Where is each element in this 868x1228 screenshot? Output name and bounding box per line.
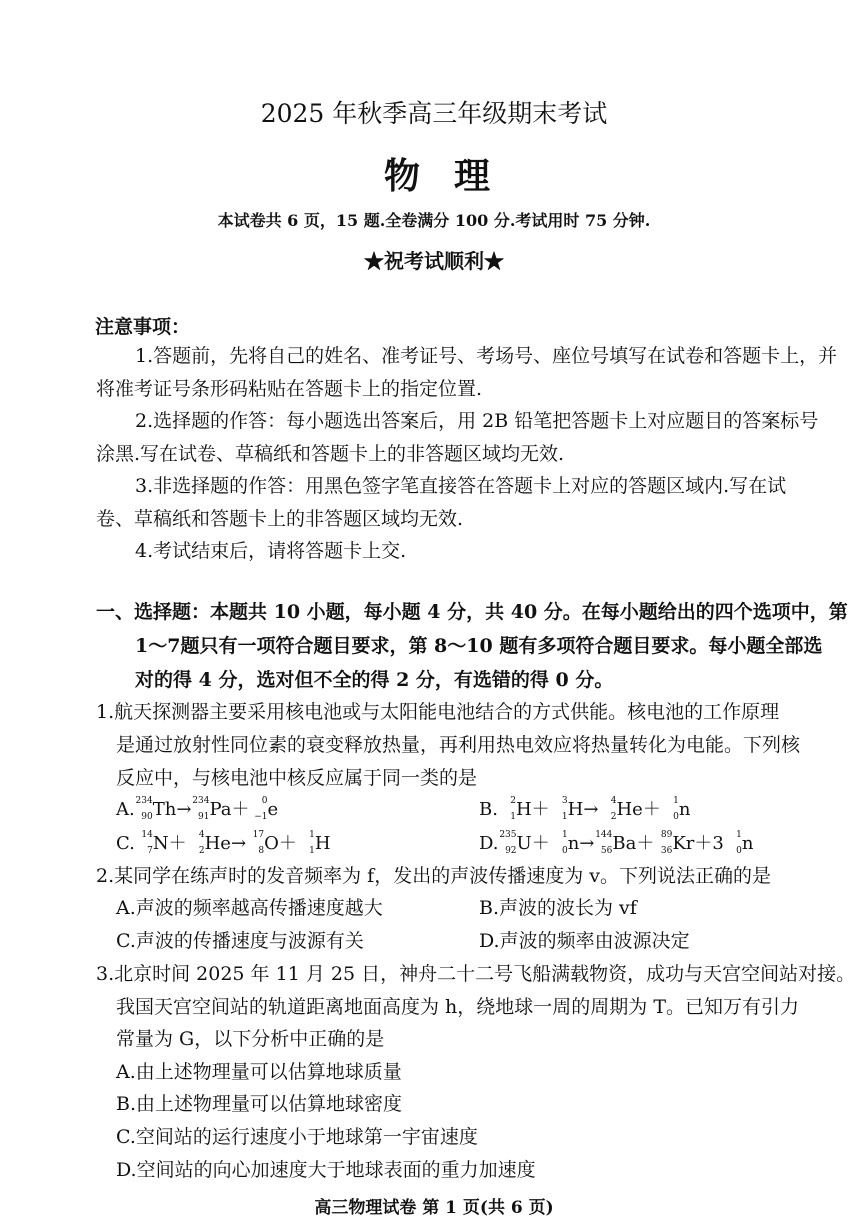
question-1-stem: 是通过放射性同位素的衰变释放热量，再利用热电效应将热量转化为电能。下列核 [116,734,801,756]
option-label: C. [116,833,135,854]
question-1-option-a: A. 234 90 Th→ 234 91 Pa＋ 0 −1 e [116,796,279,822]
nuclide: 4 2 [610,796,617,822]
note-line: 4.考试结束后，请将答题卡上交. [135,540,407,562]
question-1-stem: 反应中，与核电池中核反应属于同一类的是 [116,767,478,789]
note-line: 卷、草稿纸和答题卡上的非答题区域均无效. [96,508,464,530]
nuclide: 2 1 [510,796,516,822]
nuclide: 3 1 [561,796,568,822]
question-1-stem: 1.航天探测器主要采用核电池或与太阳能电池结合的方式供能。核电池的工作原理 [96,701,780,723]
nuclide: 235 92 [499,830,517,856]
question-3-stem: 我国天宫空间站的轨道距离地面高度为 h，绕地球一周的周期为 T。已知万有引力 [116,996,799,1018]
nuclide: 234 90 [135,796,153,822]
option-label: D. [479,833,499,854]
exam-title: 2025 年秋季高三年级期末考试 [260,99,608,128]
section-instructions: 对的得 4 分，选对但不全的得 2 分，有选错的得 0 分。 [135,669,614,691]
question-3-option-b: B.由上述物理量可以估算地球密度 [116,1093,403,1115]
nuclide: 89 36 [660,830,673,856]
section-instructions: 1～7题只有一项符合题目要求，第 8～10 题有多项符合题目要求。每小题全部选 [135,635,823,657]
question-2-stem: 2.某同学在练声时的发音频率为 f，发出的声波传播速度为 v。下列说法正确的是 [96,865,771,887]
note-line: 将准考证号条形码粘贴在答题卡上的指定位置. [96,378,483,400]
question-2-option-c: C.声波的传播速度与波源有关 [116,930,364,952]
nuclide: 1 1 [309,830,315,856]
nuclide: 1 0 [736,830,742,856]
nuclide: 0 −1 [254,796,268,822]
question-1-option-b: B. 2 1 H＋ 3 1 H→ 4 2 He＋ 1 0 n [479,796,691,822]
nuclide: 4 2 [198,830,205,856]
question-2-option-b: B.声波的波长为 vf [479,897,637,919]
question-1-option-d: D. 235 92 U＋ 1 0 n→ 144 56 Ba＋ 89 36 Kr＋3 1 0 n [479,830,754,856]
note-line: 1.答题前，先将自己的姓名、准考证号、考场号、座位号填写在试卷和答题卡上，并 [135,345,838,367]
question-2-option-a: A.声波的频率越高传播速度越大 [116,897,383,919]
nuclide: 1 0 [673,796,679,822]
nuclide: 1 0 [561,830,568,856]
nuclide: 14 7 [141,830,153,856]
note-line: 2.选择题的作答：每小题选出答案后，用 2B 铅笔把答题卡上对应题目的答案标号 [135,410,819,432]
exam-info: 本试卷共 6 页，15 题.全卷满分 100 分.考试用时 75 分钟. [217,211,651,230]
question-3-stem: 3.北京时间 2025 年 11 月 25 日，神舟二十二号飞船满载物资，成功与天宫空间站对接。 [96,963,856,985]
option-label: A. [116,799,135,820]
question-2-option-d: D.声波的频率由波源决定 [479,930,690,952]
option-label: B. [479,799,498,820]
nuclide: 17 8 [252,830,265,856]
question-1-option-c: C. 14 7 N＋ 4 2 He→ 17 8 O＋ 1 1 H [116,830,331,856]
nuclide: 234 91 [192,796,210,822]
note-line: 3.非选择题的作答：用黑色签字笔直接答在答题卡上对应的答题区域内.写在试 [135,475,787,497]
notes-heading: 注意事项： [95,316,191,338]
question-3-option-d: D.空间站的向心加速度大于地球表面的重力加速度 [116,1159,536,1181]
question-3-stem: 常量为 G，以下分析中正确的是 [116,1028,385,1050]
good-luck-banner: ★祝考试顺利★ [364,249,504,273]
question-3-option-a: A.由上述物理量可以估算地球质量 [116,1061,402,1083]
note-line: 涂黑.写在试卷、草稿纸和答题卡上的非答题区域均无效. [96,443,565,465]
page-footer: 高三物理试卷 第 1 页(共 6 页) [314,1198,554,1218]
subject-title: 物理 [383,155,524,197]
question-3-option-c: C.空间站的运行速度小于地球第一宇宙速度 [116,1126,478,1148]
nuclide: 144 56 [595,830,613,856]
section-instructions: 一、选择题：本题共 10 小题，每小题 4 分，共 40 分。在每小题给出的四个选项中，第 [96,601,848,623]
